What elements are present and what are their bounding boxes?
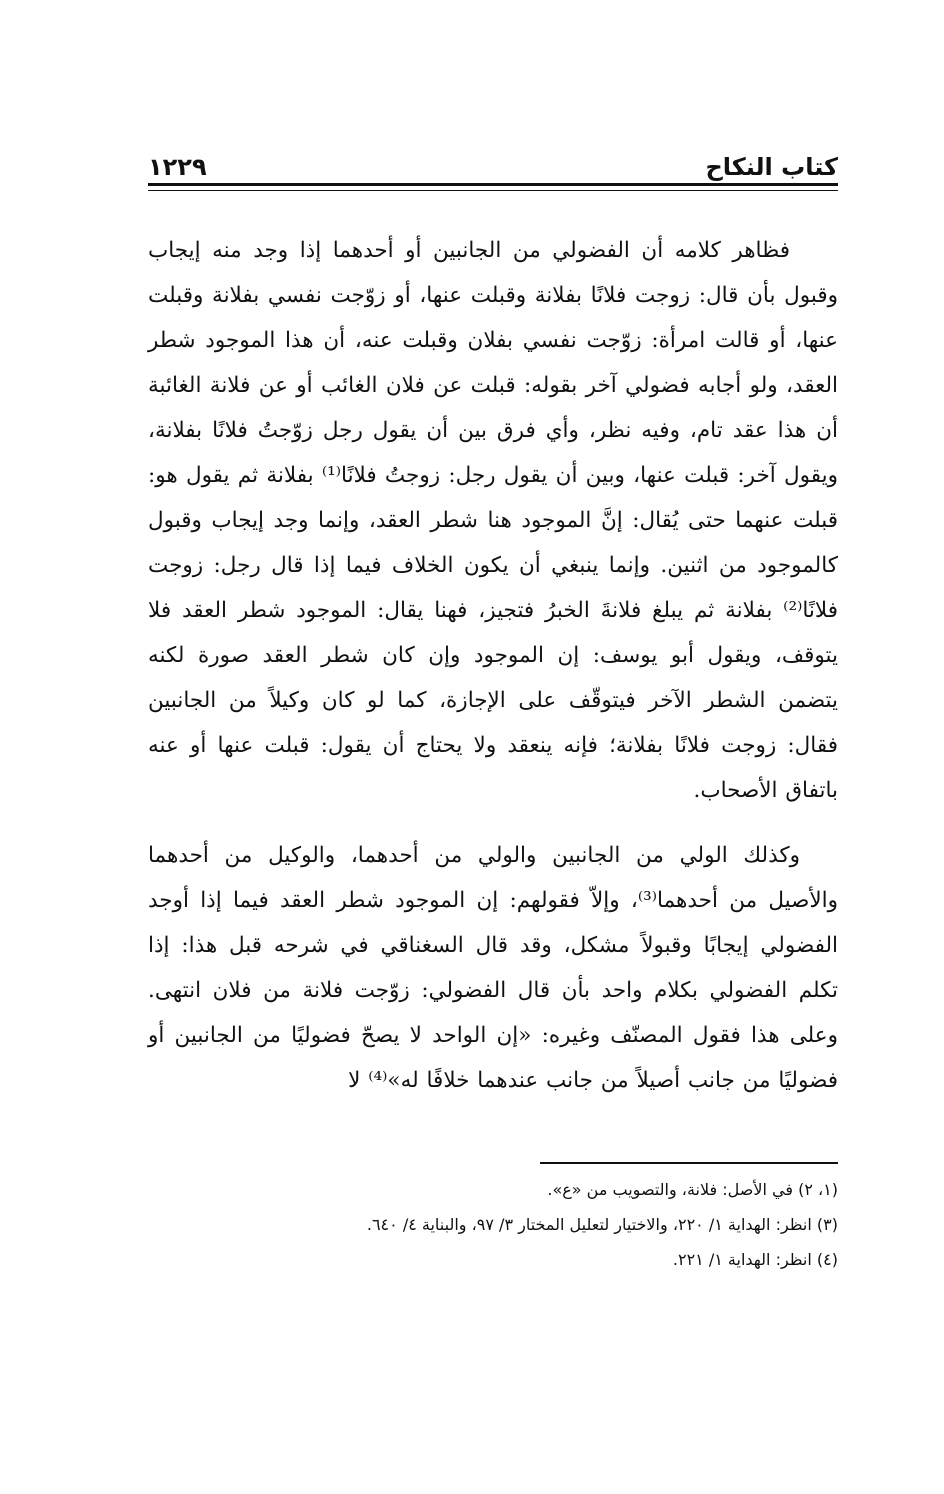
running-head [148, 138, 838, 182]
page-number: ١٢٢٩ [148, 153, 207, 181]
header-rule [148, 183, 838, 186]
footnote-separator [540, 1162, 838, 1164]
header-rule-thin [148, 190, 838, 191]
book-title: كتاب النكاح [705, 153, 838, 181]
paragraph: وكذلك الولي من الجانبين والولي من أحدهما، والوكيل من أحدهما والأصيل من أحدهما⁽³⁾، وإلاّ فقولهم: إن الموجود شطر العقد فيما إذا أوجد الفضولي إيجابًا وقبولاً مشكل، وقد قال السغناقي في شرحه قبل هذا: إذا تكلم الفضولي بكلام واحد بأن قال الفضولي: زوّجت فلانة من فلان انتهى. وعلى هذا فقول المصنّف وغيره: «إن الواحد لا يصحّ فضوليًا من الجانبين أو فضوليًا من جانب أصيلاً من جانب عندهما خلافًا له»⁽⁴⁾ لا [148, 843, 839, 1093]
main-text [148, 228, 838, 1103]
footnote: (١، ٢) في الأصل: فلانة، والتصويب من «ع». [547, 1180, 838, 1199]
footnotes [148, 1172, 838, 1277]
footnote: (٤) انظر: الهداية ١/ ٢٢١. [672, 1250, 838, 1269]
paragraph: فظاهر كلامه أن الفضولي من الجانبين أو أحدهما إذا وجد منه إيجاب وقبول بأن قال: زوجت فلانًا بفلانة وقبلت عنها، أو زوّجت نفسي بفلانة وقبلت عنها، أو قالت امرأة: زوّجت نفسي بفلان وقبلت عنه، أن هذا الموجود شطر العقد، ولو أجابه فضولي آخر بقوله: قبلت عن فلان الغائب أو عن فلانة الغائبة أن هذا عقد تام، وفيه نظر، وأي فرق بين أن يقول رجل زوّجتُ فلانًا بفلانة، ويقول آخر: قبلت عنها، وبين أن يقول رجل: زوجتُ فلانًا⁽¹⁾ بفلانة ثم يقول هو: قبلت عنهما حتى يُقال: إنَّ الموجود هنا شطر العقد، وإنما وجد إيجاب وقبول كالموجود من اثنين. وإنما ينبغي أن يكون الخلاف فيما إذا قال رجل: زوجت فلانًا⁽²⁾ بفلانة ثم يبلغ فلانةَ الخبرُ فتجيز، فهنا يقال: الموجود شطر العقد فلا يتوقف، ويقول أبو يوسف: إن الموجود وإن كان شطر العقد صورة لكنه يتضمن الشطر الآخر فيتوقّف على الإجازة، كما لو كان وكيلاً من الجانبين فقال: زوجت فلانًا بفلانة؛ فإنه ينعقد ولا يحتاج أن يقول: قبلت عنها أو عنه باتفاق الأصحاب. [148, 238, 839, 803]
footnote: (٣) انظر: الهداية ١/ ٢٢٠، والاختيار لتعليل المختار ٣/ ٩٧، والبناية ٤/ ٦٤٠. [366, 1215, 838, 1234]
